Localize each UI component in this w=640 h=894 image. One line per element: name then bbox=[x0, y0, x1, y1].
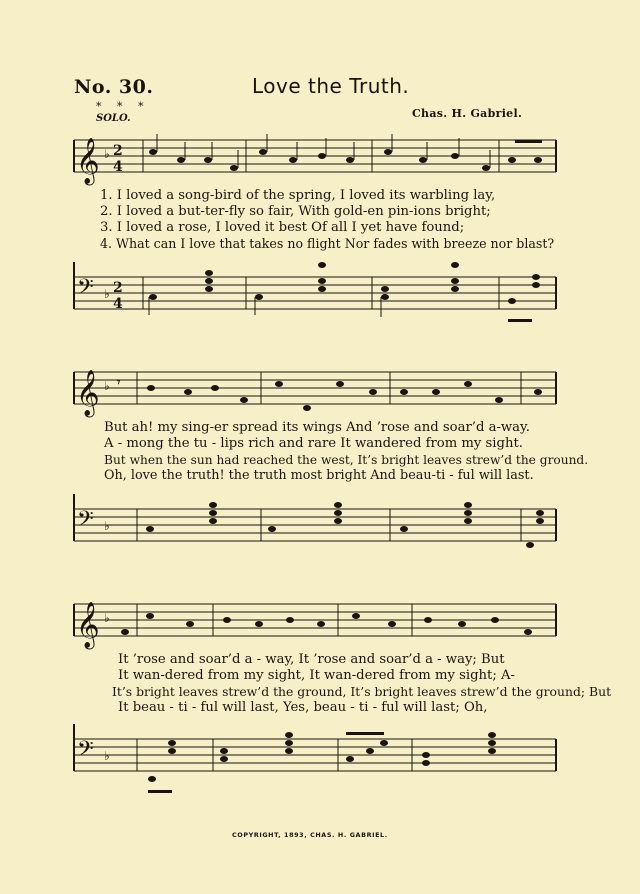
svg-text:𝄾: 𝄾 bbox=[117, 375, 121, 389]
svg-text:♭: ♭ bbox=[104, 287, 110, 301]
bass-staff-3 bbox=[0, 724, 640, 804]
solo-marking: SOLO. bbox=[96, 113, 131, 124]
lyric-line: A - mong the tu - lips rich and rare It wandered from my sight. bbox=[104, 436, 523, 451]
copyright-notice: COPYRIGHT, 1893, CHAS. H. GABRIEL. bbox=[232, 831, 388, 839]
svg-text:2: 2 bbox=[113, 280, 123, 296]
treble-staff-1 bbox=[0, 130, 640, 190]
tempo-stars: * * * bbox=[96, 100, 150, 113]
svg-text:𝄞: 𝄞 bbox=[76, 138, 100, 184]
hymn-title: Love the Truth. bbox=[252, 74, 410, 98]
lyric-line: But ah! my sing-er spread its wings And ’rose and soar’d a-way. bbox=[104, 420, 530, 435]
svg-text:♭: ♭ bbox=[104, 749, 110, 763]
hymn-number: No. 30. bbox=[74, 76, 154, 98]
lyric-line: It wan-dered from my sight, It wan-dered from my sight; A- bbox=[118, 668, 515, 683]
svg-text:𝄢: 𝄢 bbox=[77, 507, 94, 537]
svg-text:𝄞: 𝄞 bbox=[76, 370, 100, 416]
treble-staff-2 bbox=[0, 362, 640, 422]
svg-text:4: 4 bbox=[113, 296, 123, 312]
svg-text:4: 4 bbox=[113, 159, 123, 175]
svg-text:♭: ♭ bbox=[104, 611, 110, 625]
lyric-line: It ’rose and soar’d a - way, It ’rose and soar’d a - way; But bbox=[118, 652, 505, 667]
svg-text:𝄞: 𝄞 bbox=[76, 602, 100, 648]
lyric-line: 1. I loved a song-bird of the spring, I loved its warbling lay, bbox=[100, 188, 496, 203]
treble-staff-3 bbox=[0, 594, 640, 654]
lyric-line: 3. I loved a rose, I loved it best Of all I yet have found; bbox=[100, 220, 465, 235]
svg-text:𝄢: 𝄢 bbox=[77, 275, 94, 305]
svg-text:♭: ♭ bbox=[104, 379, 110, 393]
bass-staff-1 bbox=[0, 262, 640, 332]
composer-credit: Chas. H. Gabriel. bbox=[412, 107, 523, 120]
svg-text:𝄢: 𝄢 bbox=[77, 737, 94, 767]
lyric-line: Oh, love the truth! the truth most bright And beau-ti - ful will last. bbox=[104, 468, 534, 483]
svg-text:♭: ♭ bbox=[104, 147, 110, 161]
lyric-line: 2. I loved a but-ter-fly so fair, With gold-en pin-ions bright; bbox=[100, 204, 491, 219]
svg-text:2: 2 bbox=[113, 143, 123, 159]
lyric-line: But when the sun had reached the west, It’s bright leaves strew’d the ground. bbox=[104, 453, 589, 467]
lyric-line: 4. What can I love that takes no flight Nor fades with breeze nor blast? bbox=[100, 236, 555, 251]
lyric-line: It beau - ti - ful will last, Yes, beau - ti - ful will last; Oh, bbox=[118, 700, 488, 715]
bass-staff-2 bbox=[0, 494, 640, 564]
svg-text:♭: ♭ bbox=[104, 519, 110, 533]
lyric-line: It’s bright leaves strew’d the ground, It’s bright leaves strew’d the ground; But bbox=[112, 684, 612, 699]
